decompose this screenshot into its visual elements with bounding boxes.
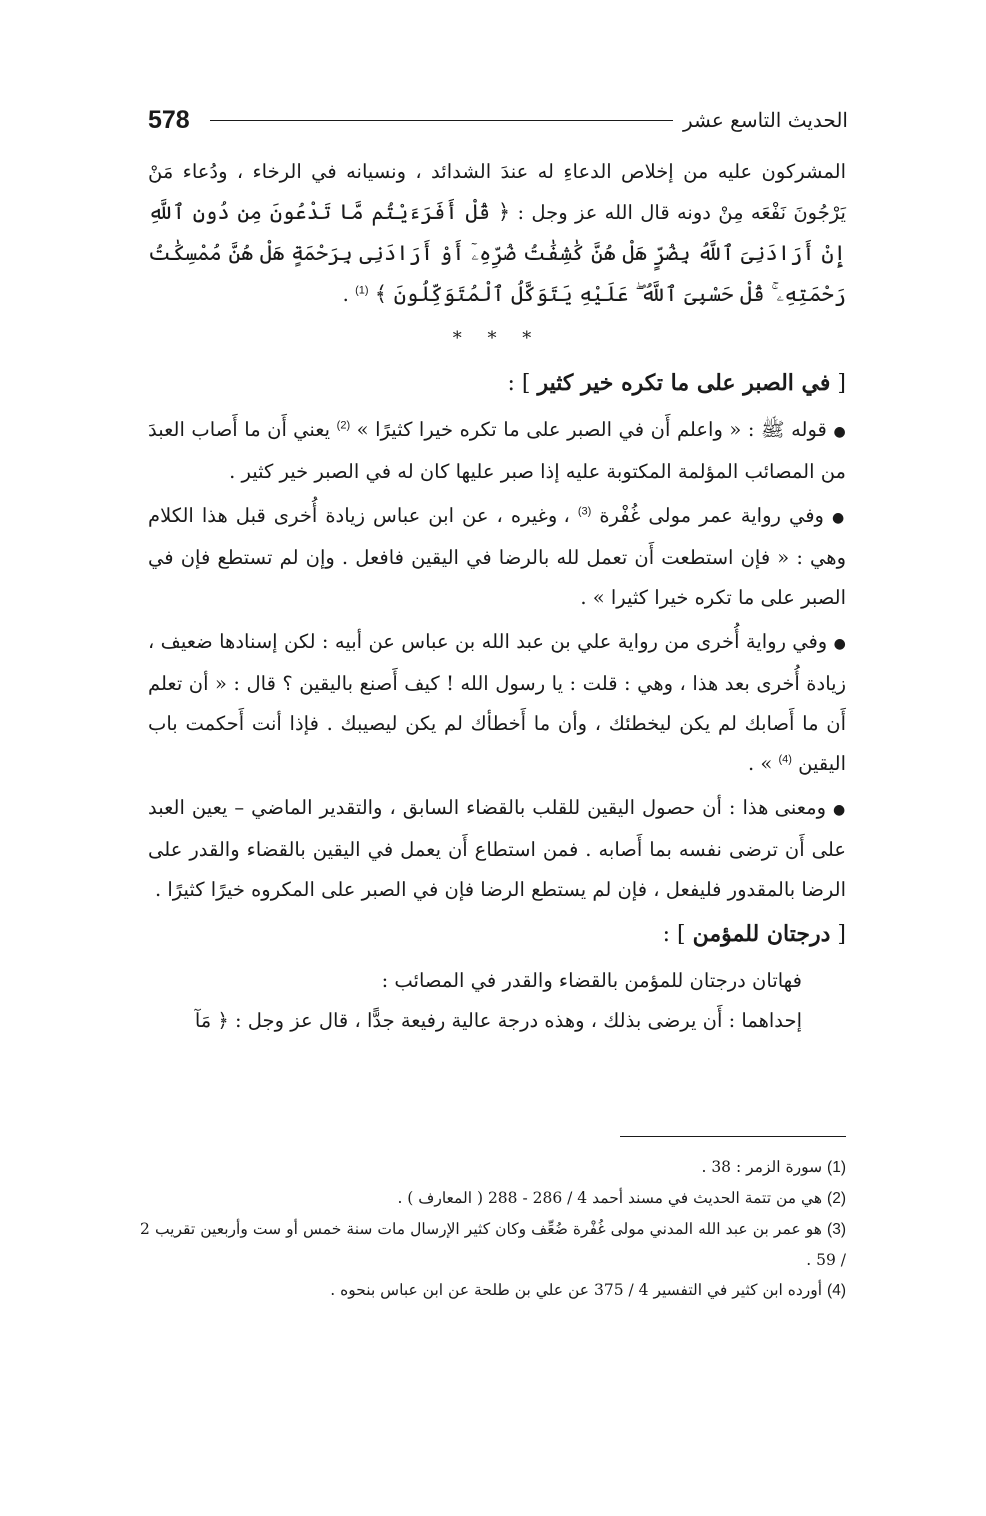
footnote-number: (2) xyxy=(827,1190,846,1207)
paragraph-text: » . xyxy=(747,752,773,775)
footnote-text: هي من تتمة الحديث في مسند أحمد 4 / 286 - 288 ( المعارف ) . xyxy=(397,1189,823,1207)
footnote-ref: (2) xyxy=(336,419,351,432)
paragraph-umar-narration xyxy=(148,496,846,618)
page-header xyxy=(148,100,848,140)
page-body xyxy=(148,152,846,1041)
heading-text: في الصبر على ما تكره خير كثير xyxy=(537,370,831,396)
paragraph-text: ومعنى هذا : أن حصول اليقين للقلب بالقضاء السابق ، والتقدير الماضي – يعين العبد على أَن ترضى نفسه بما أَصابه . فمن استطاع أَن يعمل في اليقين بالقضاء والقدر على الرضا بالمقدور فليفعل ، فإن لم يستطع الرضا فإن في الصبر على المكروه خيرًا كثيرًا . xyxy=(148,796,846,901)
footnote-number: (1) xyxy=(827,1159,846,1176)
bullet-icon: ● xyxy=(833,424,846,440)
paragraph-meaning xyxy=(148,788,846,910)
page-number: 578 xyxy=(148,105,190,134)
footnote-ref: (1) xyxy=(355,284,369,297)
heading-text: درجتان للمؤمن xyxy=(692,921,831,947)
section-heading-patience xyxy=(148,361,846,406)
paragraph-hadith-saying xyxy=(148,410,846,492)
paragraph-ali-narration xyxy=(148,622,846,784)
paragraph-text: قوله ﷺ : « واعلم أَن في الصبر على ما تكره خيرا كثيرًا » xyxy=(356,418,827,441)
paragraph-end: . xyxy=(342,283,349,306)
paragraph-text: وفي رواية عمر مولى غُفْرة xyxy=(599,504,824,527)
paragraph-text: يعني أَن ما أَصاب العبدَ من المصائب المؤلمة المكتوبة عليه إذا صبر عليها كان له في الصبر خير كثير . xyxy=(148,418,846,483)
running-title: الحديث التاسع عشر xyxy=(683,108,848,132)
footnote-text: سورة الزمر : 38 . xyxy=(701,1158,823,1176)
bullet-icon: ● xyxy=(831,510,847,526)
footnote-text: أورده ابن كثير في التفسير 4 / 375 عن علي بن طلحة عن ابن عباس بنحوه . xyxy=(330,1281,823,1299)
bullet-icon: ● xyxy=(833,636,846,652)
footnote-item xyxy=(140,1275,846,1306)
bullet-icon: ● xyxy=(833,802,847,818)
section-heading-two-degrees xyxy=(148,912,846,957)
heading-bracket-close: ] : xyxy=(507,371,531,396)
paragraph-text: ، وغيره ، عن ابن عباس زيادة أُخرى قبل هذا الكلام وهي : « فإن استطعت أَن تعمل لله بالرضا في اليقين فافعل . وإن لم تستطع فإن في الصبر على ما تكره خيرا كثيرا » . xyxy=(148,504,846,609)
paragraph-text: المشركون عليه من إخلاص الدعاءِ له عندَ الشدائد ، ونسيانه في الرخاء ، ودُعاء مَنْ يَرْجُونَ نَفْعَه مِنْ دونه قال الله عز وجل : xyxy=(148,160,846,224)
paragraph-text: وفي رواية أُخرى من رواية علي بن عبد الله بن عباس عن أبيه : لكن إسنادها ضعيف ، زيادة أُخرى بعد هذا ، وهي : قلت : يا رسول الله ! كيف أَصنع باليقين ؟ قال : « أن تعلم أَن ما أَصابك لم يكن ليخطئك ، وأن ما أَخطأك لم يكن ليصيبك . فإذا أنت أَحكمت باب اليقين xyxy=(148,630,846,775)
paragraph-quran-intro xyxy=(148,152,846,315)
paragraph-first-degree: إحداهما : أَن يرضى بذلك ، وهذه درجة عالية رفيعة جدًّا ، قال عز وجل : ﴿ مَآ xyxy=(194,1009,802,1032)
footnote-item xyxy=(140,1214,846,1275)
footnote-number: (4) xyxy=(827,1282,846,1299)
footnote-item xyxy=(140,1183,846,1214)
heading-bracket-close: ] : xyxy=(662,922,686,947)
footnote-number: (3) xyxy=(827,1221,846,1238)
footnote-item xyxy=(140,1152,846,1183)
heading-bracket-open: [ xyxy=(837,922,846,947)
section-separator: * * * xyxy=(452,328,542,349)
heading-bracket-open: [ xyxy=(837,371,846,396)
footnote-rule xyxy=(620,1136,846,1137)
quran-verse: ﴿ قُلْ أَفَرَءَيْتُم مَّا تَدْعُونَ مِن دُونِ ٱللَّهِ إِنْ أَرَادَنِىَ ٱللَّهُ بِضُرٍّ هَلْ هُنَّ كَٰشِفَٰتُ ضُرِّهِۦٓ أَوْ أَرَادَنِى بِرَحْمَةٍ هَلْ هُنَّ مُمْسِكَٰتُ رَحْمَتِهِۦ ۚ قُلْ حَسْبِىَ ٱللَّهُ ۖ عَلَيْهِ يَتَوَكَّلُ ٱلْمُتَوَكِّلُونَ ﴾ xyxy=(148,200,846,306)
footnote-ref: (4) xyxy=(778,753,792,766)
footnote-ref: (3) xyxy=(577,505,592,518)
paragraph-two-degrees: فهاتان درجتان للمؤمن بالقضاء والقدر في المصائب : xyxy=(381,969,802,992)
header-rule xyxy=(210,120,673,121)
footnote-text: هو عمر بن عبد الله المدني مولى غُفْرة ضُعِّف وكان كثير الإرسال مات سنة خمس أو ست وأربعين تقريب 2 / 59 . xyxy=(140,1220,846,1269)
footnotes xyxy=(140,1152,846,1306)
